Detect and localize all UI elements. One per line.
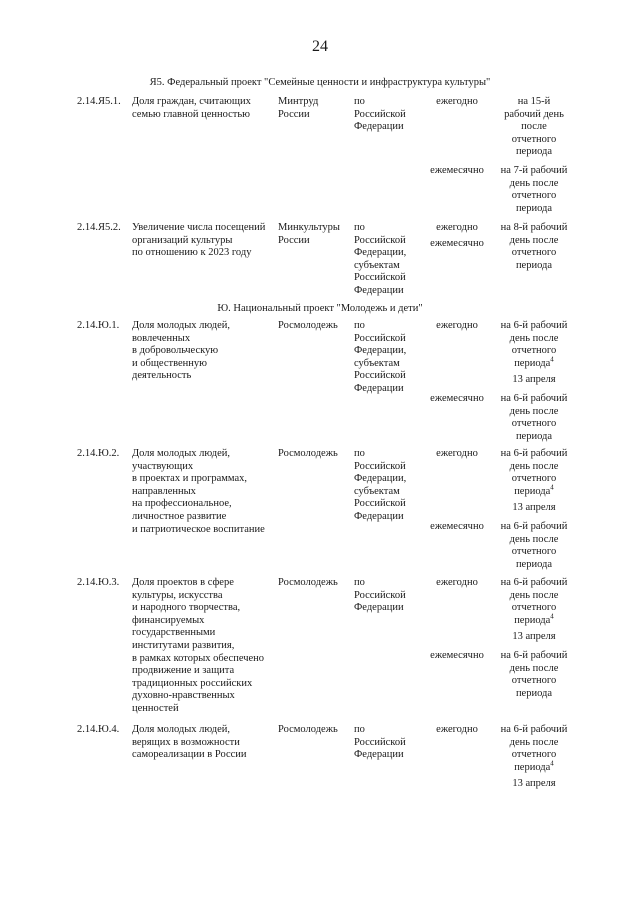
deadline-text: периода bbox=[514, 357, 551, 369]
deadline-line bbox=[494, 675, 574, 688]
territorial-level bbox=[354, 724, 406, 762]
territorial-level-line: по bbox=[354, 577, 365, 588]
frequency bbox=[414, 393, 500, 406]
frequency-text: ежемесячно bbox=[430, 393, 484, 404]
submission-deadline bbox=[494, 96, 574, 159]
indicator-name bbox=[132, 96, 251, 121]
responsible-agency bbox=[278, 577, 338, 590]
indicator-name-line: личностное развитие bbox=[132, 510, 227, 522]
deadline-line bbox=[494, 473, 574, 486]
territorial-level-line: по bbox=[354, 448, 365, 459]
frequency-text: ежемесячно bbox=[430, 237, 484, 249]
deadline-line bbox=[494, 559, 574, 572]
deadline-line bbox=[494, 418, 574, 431]
indicator-name-line: Доля молодых людей, bbox=[132, 724, 230, 735]
territorial-level-line: Федерации bbox=[354, 382, 404, 394]
territorial-level-line: Российской bbox=[354, 460, 406, 472]
responsible-agency-line: России bbox=[278, 108, 310, 120]
deadline-line bbox=[494, 345, 574, 358]
territorial-level bbox=[354, 96, 406, 134]
territorial-level-line: Федерации, bbox=[354, 247, 407, 259]
frequency bbox=[414, 521, 500, 534]
deadline-text: отчетного bbox=[511, 546, 557, 558]
territorial-level bbox=[354, 222, 406, 298]
deadline-text: отчетного bbox=[511, 247, 557, 259]
submission-deadline bbox=[494, 320, 574, 387]
deadline-text: на 7-й рабочий bbox=[500, 165, 568, 176]
territorial-level-line: Российской bbox=[354, 272, 406, 284]
indicator-name bbox=[132, 320, 230, 383]
deadline-line bbox=[494, 749, 574, 762]
indicator-code: 2.14.Я5.1. bbox=[77, 96, 121, 107]
deadline-text: на 15-й bbox=[517, 96, 551, 107]
deadline-text: день после bbox=[509, 589, 559, 601]
frequency bbox=[414, 577, 500, 590]
section-heading: Я5. Федеральный проект "Семейные ценности и инфраструктура культуры" bbox=[149, 77, 491, 88]
frequency-text: ежемесячно bbox=[430, 650, 484, 661]
deadline-text: отчетного bbox=[511, 473, 557, 485]
territorial-level bbox=[354, 448, 406, 524]
indicator-name-line: духовно-нравственных bbox=[132, 690, 235, 702]
territorial-level-line: Российской bbox=[354, 370, 406, 382]
territorial-level-line: Российской bbox=[354, 108, 406, 120]
deadline-line bbox=[494, 247, 574, 260]
responsible-agency-line: Росмолодежь bbox=[278, 724, 338, 735]
deadline-line bbox=[494, 235, 574, 248]
frequency-text: ежегодно bbox=[436, 724, 478, 735]
deadline-text: на 6-й рабочий bbox=[500, 577, 568, 588]
territorial-level-line: по bbox=[354, 724, 365, 735]
deadline-alt-date: 13 апреля bbox=[512, 502, 556, 514]
deadline-text: периода bbox=[515, 146, 553, 158]
submission-deadline bbox=[494, 577, 574, 644]
deadline-text: на 6-й рабочий bbox=[500, 393, 568, 404]
deadline-line bbox=[494, 355, 574, 371]
deadline-text: периода bbox=[514, 485, 551, 497]
indicator-name-line: продвижение и защита bbox=[132, 665, 235, 677]
deadline-text: на 6-й рабочий bbox=[500, 650, 568, 661]
deadline-line bbox=[494, 448, 574, 461]
territorial-level-line: субъектам bbox=[354, 485, 400, 497]
deadline-line bbox=[494, 534, 574, 547]
indicator-name-line: и народного творчества, bbox=[132, 602, 241, 614]
indicator-name-line: и патриотическое воспитание bbox=[132, 523, 265, 535]
frequency-text: ежемесячно bbox=[430, 521, 484, 532]
deadline-text: периода bbox=[514, 614, 551, 626]
frequency-text: ежегодно bbox=[436, 320, 478, 331]
page-number: 24 bbox=[312, 38, 328, 55]
indicator-name-line: в рамках которых обеспечено bbox=[132, 652, 265, 664]
deadline-line bbox=[494, 546, 574, 559]
deadline-text: рабочий день bbox=[504, 108, 564, 120]
deadline-line bbox=[494, 663, 574, 676]
deadline-line bbox=[494, 320, 574, 333]
indicator-name-line: ценностей bbox=[132, 702, 179, 714]
deadline-text: отчетного bbox=[511, 345, 557, 357]
territorial-level-line: Федерации, bbox=[354, 345, 407, 357]
indicator-name-line: финансируемых bbox=[132, 614, 205, 626]
territorial-level-line: Федерации bbox=[354, 284, 404, 296]
footnote-mark: 4 bbox=[550, 759, 554, 768]
responsible-agency-line: России bbox=[278, 234, 310, 246]
territorial-level bbox=[354, 577, 406, 615]
responsible-agency bbox=[278, 320, 338, 333]
indicator-name-line: по отношению к 2023 году bbox=[132, 247, 252, 259]
responsible-agency bbox=[278, 448, 338, 461]
indicator-name-line: семью главной ценностью bbox=[132, 108, 251, 120]
territorial-level-line: по bbox=[354, 320, 365, 331]
deadline-line bbox=[494, 109, 574, 122]
indicator-name bbox=[132, 222, 265, 260]
territorial-level-line: Российской bbox=[354, 234, 406, 246]
submission-deadline bbox=[494, 393, 574, 443]
deadline-text: периода bbox=[514, 761, 551, 773]
deadline-line bbox=[494, 178, 574, 191]
footnote-mark: 4 bbox=[550, 483, 554, 492]
frequency-text: ежегодно bbox=[436, 222, 478, 233]
deadline-text: день после bbox=[509, 405, 559, 417]
indicator-name-line: организаций культуры bbox=[132, 234, 233, 246]
frequency bbox=[414, 96, 500, 109]
deadline-line bbox=[494, 590, 574, 603]
deadline-line bbox=[494, 190, 574, 203]
deadline-text: день после bbox=[509, 332, 559, 344]
deadline-text: на 6-й рабочий bbox=[500, 521, 568, 532]
deadline-text: день после bbox=[509, 177, 559, 189]
deadline-text: день после bbox=[509, 460, 559, 472]
deadline-line bbox=[494, 650, 574, 663]
indicator-name-line: Доля молодых людей, bbox=[132, 320, 230, 331]
deadline-line bbox=[494, 688, 574, 701]
indicator-name-line: верящих в возможности bbox=[132, 736, 240, 748]
deadline-line bbox=[494, 222, 574, 235]
deadline-text: отчетного bbox=[511, 190, 557, 202]
deadline-text: после bbox=[521, 121, 547, 133]
territorial-level-line: Российской bbox=[354, 332, 406, 344]
deadline-text: на 8-й рабочий bbox=[500, 222, 568, 233]
indicator-name-line: самореализации в России bbox=[132, 749, 247, 761]
territorial-level-line: Российской bbox=[354, 589, 406, 601]
indicator-name bbox=[132, 448, 265, 536]
deadline-line bbox=[494, 134, 574, 147]
deadline-text: отчетного bbox=[511, 675, 557, 687]
indicator-name-line: Увеличение числа посещений bbox=[132, 222, 266, 233]
responsible-agency-line: Росмолодежь bbox=[278, 448, 338, 459]
submission-deadline bbox=[494, 448, 574, 515]
indicator-name bbox=[132, 577, 264, 716]
indicator-code: 2.14.Ю.3. bbox=[77, 577, 120, 588]
deadline-line bbox=[494, 260, 574, 273]
submission-deadline bbox=[494, 650, 574, 700]
deadline-alt-date: 13 апреля bbox=[512, 374, 556, 386]
frequency-text: ежегодно bbox=[436, 448, 478, 459]
deadline-line bbox=[494, 165, 574, 178]
deadline-line bbox=[494, 203, 574, 216]
frequency-text: ежемесячно bbox=[430, 165, 484, 176]
deadline-text: день после bbox=[509, 662, 559, 674]
indicator-name-line: участвующих bbox=[132, 460, 194, 472]
deadline-text: периода bbox=[515, 687, 553, 699]
footnote-mark: 4 bbox=[550, 612, 554, 621]
indicator-name-line: традиционных российских bbox=[132, 677, 253, 689]
responsible-agency bbox=[278, 96, 318, 121]
indicator-name-line: Доля проектов в сфере bbox=[132, 577, 234, 588]
deadline-alt-date: 13 апреля bbox=[512, 631, 556, 643]
responsible-agency-line: Минкультуры bbox=[278, 222, 340, 233]
deadline-text: отчетного bbox=[511, 749, 557, 761]
indicator-code: 2.14.Я5.2. bbox=[77, 222, 121, 233]
submission-deadline bbox=[494, 165, 574, 215]
deadline-line bbox=[494, 737, 574, 750]
frequency bbox=[414, 165, 500, 178]
deadline-text: периода bbox=[515, 259, 553, 271]
territorial-level-line: по bbox=[354, 96, 365, 107]
deadline-line bbox=[494, 759, 574, 775]
deadline-line bbox=[494, 406, 574, 419]
deadline-text: на 6-й рабочий bbox=[500, 448, 568, 459]
deadline-text: день после bbox=[509, 234, 559, 246]
deadline-alt-date: 13 апреля bbox=[512, 778, 556, 790]
deadline-text: периода bbox=[515, 558, 553, 570]
deadline-text: день после bbox=[509, 736, 559, 748]
indicator-name-line: в проектах и программах, bbox=[132, 473, 248, 485]
deadline-line bbox=[494, 96, 574, 109]
frequency bbox=[414, 320, 500, 333]
frequency bbox=[414, 724, 500, 737]
indicator-name-line: культуры, искусства bbox=[132, 589, 223, 601]
territorial-level-line: Федерации bbox=[354, 510, 404, 522]
deadline-line bbox=[494, 612, 574, 628]
section-heading: Ю. Национальный проект "Молодежь и дети" bbox=[217, 303, 423, 314]
deadline-line bbox=[494, 724, 574, 737]
indicator-name bbox=[132, 724, 247, 762]
frequency bbox=[414, 448, 500, 461]
territorial-level-line: Федерации, bbox=[354, 473, 407, 485]
footnote-mark: 4 bbox=[550, 355, 554, 364]
indicator-name-line: направленных bbox=[132, 485, 196, 497]
deadline-text: отчетного bbox=[511, 133, 557, 145]
deadline-text: отчетного bbox=[511, 418, 557, 430]
territorial-level-line: по bbox=[354, 222, 365, 233]
territorial-level-line: Федерации bbox=[354, 749, 404, 761]
deadline-line bbox=[494, 577, 574, 590]
submission-deadline bbox=[494, 521, 574, 571]
deadline-text: периода bbox=[515, 430, 553, 442]
deadline-line bbox=[494, 461, 574, 474]
responsible-agency bbox=[278, 724, 338, 737]
indicator-name-line: и общественную bbox=[132, 357, 207, 369]
responsible-agency-line: Росмолодежь bbox=[278, 577, 338, 588]
submission-deadline bbox=[494, 222, 574, 272]
territorial-level bbox=[354, 320, 406, 396]
indicator-code: 2.14.Ю.1. bbox=[77, 320, 120, 331]
deadline-line bbox=[494, 483, 574, 499]
frequency bbox=[414, 222, 500, 250]
deadline-line bbox=[494, 393, 574, 406]
deadline-line bbox=[494, 146, 574, 159]
indicator-name-line: вовлеченных bbox=[132, 332, 191, 344]
indicator-name-line: в добровольческую bbox=[132, 345, 219, 357]
indicator-name-line: деятельность bbox=[132, 370, 192, 382]
territorial-level-line: Федерации bbox=[354, 602, 404, 614]
submission-deadline bbox=[494, 724, 574, 791]
frequency-text: ежегодно bbox=[436, 577, 478, 588]
deadline-text: отчетного bbox=[511, 602, 557, 614]
indicator-name-line: на профессиональное, bbox=[132, 498, 232, 510]
frequency-text: ежегодно bbox=[436, 96, 478, 107]
deadline-line bbox=[494, 333, 574, 346]
frequency bbox=[414, 650, 500, 663]
indicator-code: 2.14.Ю.2. bbox=[77, 448, 120, 459]
territorial-level-line: субъектам bbox=[354, 259, 400, 271]
deadline-text: периода bbox=[515, 202, 553, 214]
territorial-level-line: Российской bbox=[354, 498, 406, 510]
responsible-agency-line: Росмолодежь bbox=[278, 320, 338, 331]
indicator-code: 2.14.Ю.4. bbox=[77, 724, 120, 735]
deadline-line bbox=[494, 602, 574, 615]
deadline-line bbox=[494, 521, 574, 534]
responsible-agency bbox=[278, 222, 340, 247]
deadline-text: день после bbox=[509, 533, 559, 545]
deadline-line bbox=[494, 121, 574, 134]
indicator-name-line: государственными bbox=[132, 627, 216, 639]
indicator-name-line: Доля граждан, считающих bbox=[132, 96, 251, 107]
deadline-line bbox=[494, 431, 574, 444]
territorial-level-line: Федерации bbox=[354, 121, 404, 133]
responsible-agency-line: Минтруд bbox=[278, 96, 319, 107]
indicator-name-line: Доля молодых людей, bbox=[132, 448, 230, 459]
deadline-text: на 6-й рабочий bbox=[500, 320, 568, 331]
territorial-level-line: Российской bbox=[354, 736, 406, 748]
deadline-text: на 6-й рабочий bbox=[500, 724, 568, 735]
territorial-level-line: субъектам bbox=[354, 357, 400, 369]
indicator-name-line: институтами развития, bbox=[132, 639, 235, 651]
